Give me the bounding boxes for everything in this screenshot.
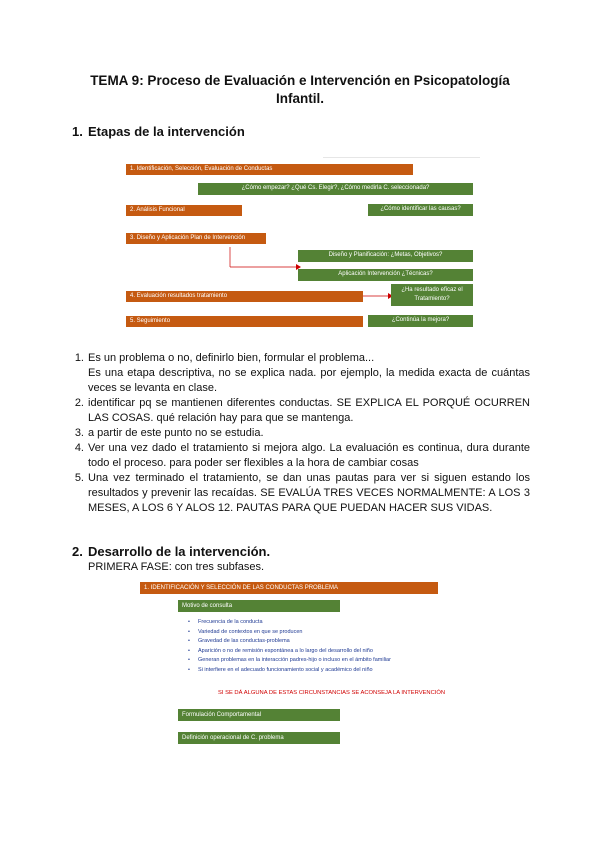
stage-3-question-1: Diseño y Planificación: ¿Metas, Objetivos? [298,250,473,262]
list-item-number: 1. [74,352,84,364]
identification-phase-diagram [140,582,446,747]
stage-3-question-2: Aplicación Intervención ¿Técnicas? [298,269,473,281]
stage-2-question: ¿Cómo identificar las causas? [368,204,473,216]
section-1-heading [72,124,245,139]
bullet-icon: • [188,628,190,635]
stage-4-question-line-2: Tratamiento? [414,296,450,302]
bullet-icon: • [188,666,190,673]
list-item-text: identificar pq se mantienen diferentes conductas. SE EXPLICA EL PORQUÉ OCURREN LAS COSAS. qué relación hay para que se mantenga. [88,397,530,424]
section-1-number: 1. [72,124,83,139]
list-item [60,396,530,426]
reason-bar: Motivo de consulta [178,600,340,612]
stage-5-question: ¿Continúa la mejora? [368,315,473,327]
section-1-label: Etapas de la intervención [88,124,245,139]
title-line-1: TEMA 9: Proceso de Evaluación e Intervención en Psicopatología [90,73,510,88]
stages-explanation-list [60,351,530,516]
list-item-text: Una vez terminado el tratamiento, se dan unas pautas para ver si siguen estando los resultados y prevenir las recaídas. SE EVALÚA TRES VECES NORMALMENTE: A LOS 3 MESES, A LOS 6 Y ALOS 12. PAUTAS PARA QUE PUEDAN HACER SUS VIDAS. [88,472,530,514]
section-2-heading [72,544,271,559]
list-item-number: 2. [74,397,84,409]
stage-4-question [391,284,473,306]
list-item-text: Ver una vez dado el tratamiento si mejora algo. La evaluación es continua, dura durante todo el proceso. para poder ser flexibles a la hora de cambiar cosas [88,442,530,469]
title-line-2: Infantil. [276,91,324,106]
criteria-list [188,618,391,675]
list-item [60,441,530,471]
section-2-number: 2. [72,544,83,559]
definition-bar: Definición operacional de C. problema [178,732,340,744]
stage-2-box: 2. Análisis Funcional [126,205,242,216]
stage-1-box: 1. Identificación, Selección, Evaluación de Conductas [126,164,413,175]
stage-4-box: 4. Evaluación resultados tratamiento [126,291,363,302]
list-item-number: 3. [74,427,84,439]
list-item: • Frecuencia de la conducta [188,618,391,628]
stage-4-question-line-1: ¿Ha resultado eficaz el [401,287,463,293]
list-item [60,426,530,441]
list-item: • Generan problemas en la interacción padres-hijo o incluso en el ámbito familiar [188,656,391,666]
list-item [60,351,530,396]
intervention-warning: SI SE DÁ ALGUNA DE ESTAS CIRCUNSTANCIAS SE ACONSEJA LA INTERVENCIÓN [218,690,446,696]
stage-5-box: 5. Seguimiento [126,316,363,327]
list-item: • Aparición o no de remisión espontánea a lo largo del desarrollo del niño [188,647,391,657]
list-item [60,471,530,516]
stage-1-question: ¿Cómo empezar? ¿Qué Cs. Elegir?, ¿Cómo medirla C. seleccionada? [198,183,473,195]
formulation-bar: Formulación Comportamental [178,709,340,721]
phase-header-bar: 1. IDENTIFICACIÓN Y SELECCIÓN DE LAS CONDUCTAS PROBLEMA [140,582,438,594]
page-title [60,72,540,108]
intervention-stages-diagram [118,157,488,335]
list-item: • Variedad de contextos en que se producen [188,628,391,638]
list-item-number: 5. [74,472,84,484]
list-item-text: Es un problema o no, definirlo bien, formular el problema... [88,352,375,364]
bullet-icon: • [188,619,190,625]
list-item-text: Es una etapa descriptiva, no se explica nada. por ejemplo, la medida exacta de cuántas veces se levanta en clase. [88,367,530,394]
list-item-text: a partir de este punto no se estudia. [88,427,264,439]
list-item: • Gravedad de las conductas-problema [188,637,391,647]
first-phase-intro: PRIMERA FASE: con tres subfases. [88,561,265,573]
list-item: • Si interfiere en el adecuado funcionamiento social y académico del niño [188,666,391,676]
stage-3-box: 3. Diseño y Aplicación Plan de Intervención [126,233,266,244]
list-item-number: 4. [74,442,84,454]
bullet-icon: • [188,638,190,644]
bullet-icon: • [188,657,190,663]
section-2-label: Desarrollo de la intervención. [88,544,271,559]
bullet-icon: • [188,647,190,654]
